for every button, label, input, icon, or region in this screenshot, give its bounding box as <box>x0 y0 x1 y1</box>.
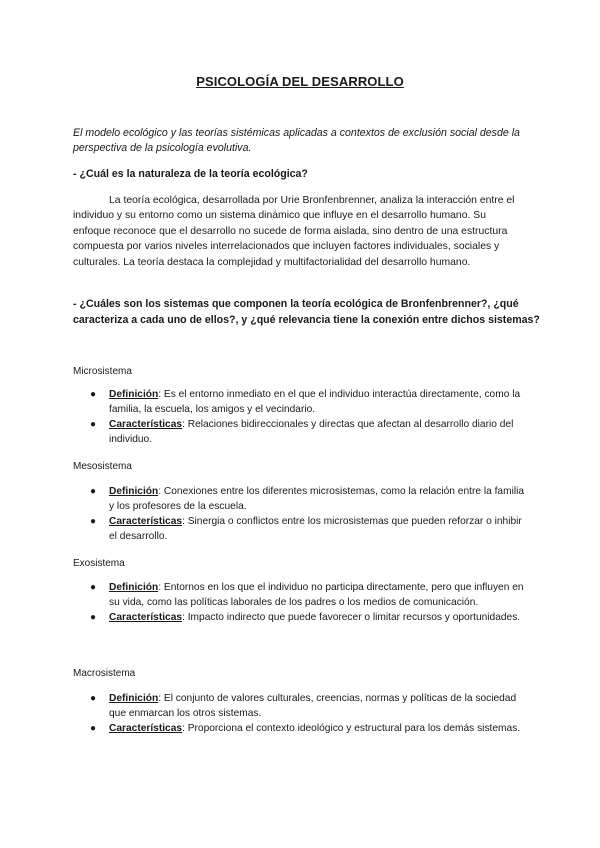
characteristics-label: Características <box>109 612 183 624</box>
characteristics-label: Características <box>109 516 183 528</box>
list-item <box>90 692 530 721</box>
system-heading-macro: Macrosistema <box>73 668 136 679</box>
bullet: ● <box>90 486 97 497</box>
bullet: ● <box>90 612 97 624</box>
characteristics-label: Características <box>109 419 183 431</box>
paragraph-1: La teoría ecológica, desarrollada por Urie Bronfenbrenner, analiza la interacción entre el individuo y su entorno como un sistema dinámico que influye en el desarrollo humano. Su enfoque reconoce que el desarrollo no sucede de forma aislada, sino dentro de una estructura compuesta por varios niveles interrelacionados que incluyen factores individuales, sociales y culturales. La teoría destaca la complejidad y multifactorialidad del desarrollo humano. <box>73 195 515 268</box>
list-item <box>90 418 530 447</box>
characteristics-text: : Impacto indirecto que puede favorecer o limitar recursos y oportunidades. <box>182 612 521 624</box>
definition-label: Definición <box>109 389 159 400</box>
list-item <box>90 722 530 737</box>
list-item <box>90 388 530 417</box>
bullet: ● <box>90 516 97 528</box>
page-title: PSICOLOGÍA DEL DESARROLLO <box>196 74 404 89</box>
list-item <box>90 611 530 626</box>
definition-label: Definición <box>109 693 159 704</box>
system-heading-exo: Exosistema <box>73 558 125 569</box>
bullet: ● <box>90 419 97 431</box>
list-item <box>90 581 530 610</box>
subtitle: El modelo ecológico y las teorías sistémicas aplicadas a contextos de exclusión social desde la perspectiva de la psicología evolutiva. <box>73 127 520 154</box>
characteristics-label: Características <box>109 723 183 735</box>
characteristics-text: : Relaciones bidireccionales y directas que afectan al desarrollo diario del individuo. <box>109 419 514 445</box>
definition-text: : Entornos en los que el individuo no participa directamente, pero que influyen en su vida, como las políticas laborales de los padres o los medios de comunicación. <box>109 582 524 608</box>
bullet: ● <box>90 693 97 704</box>
system-list-macro <box>90 692 530 738</box>
characteristics-text: : Sinergia o conflictos entre los microsistemas que pueden reforzar o inhibir el desarrollo. <box>109 516 522 542</box>
system-list-exo <box>90 581 530 627</box>
definition-text: : El conjunto de valores culturales, creencias, normas y políticas de la sociedad que enmarcan los otros sistemas. <box>109 693 517 719</box>
system-heading-meso: Mesosistema <box>73 461 132 472</box>
system-list-meso <box>90 485 530 545</box>
bullet: ● <box>90 389 97 400</box>
definition-label: Definición <box>109 486 159 497</box>
definition-text: : Conexiones entre los diferentes microsistemas, como la relación entre la familia y los profesores de la escuela. <box>109 486 525 512</box>
bullet: ● <box>90 723 97 735</box>
system-heading-micro: Microsistema <box>73 366 132 377</box>
characteristics-text: : Proporciona el contexto ideológico y estructural para los demás sistemas. <box>182 723 521 735</box>
question-2: - ¿Cuáles son los sistemas que componen la teoría ecológica de Bronfenbrenner?, ¿qué caracteriza a cada uno de ellos?, y ¿qué relevancia tiene la conexión entre dichos sistemas? <box>73 298 540 326</box>
definition-label: Definición <box>109 582 159 593</box>
definition-text: : Es el entorno inmediato en el que el individuo interactúa directamente, como la familia, la escuela, los amigos y el vecindario. <box>109 389 521 415</box>
list-item <box>90 515 530 544</box>
list-item <box>90 485 530 514</box>
bullet: ● <box>90 582 97 593</box>
system-list-micro <box>90 388 530 448</box>
question-1: - ¿Cuál es la naturaleza de la teoría ecológica? <box>73 168 308 180</box>
